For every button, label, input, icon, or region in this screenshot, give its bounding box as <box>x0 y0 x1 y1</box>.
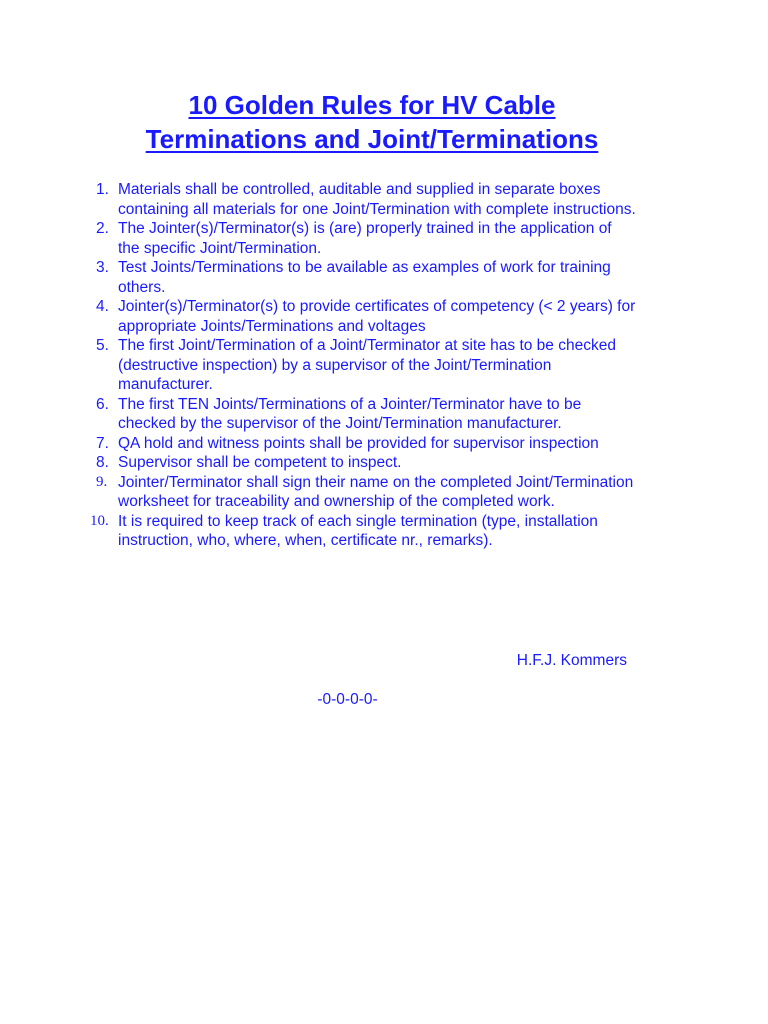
rule-text: Test Joints/Terminations to be available as examples of work for training others. <box>118 259 611 296</box>
rule-item-6 <box>92 395 637 434</box>
rule-text: QA hold and witness points shall be provided for supervisor inspection <box>118 434 599 452</box>
rule-number: 2. <box>96 220 109 237</box>
rule-item-9 <box>92 473 637 512</box>
document-title <box>0 88 744 156</box>
rule-text: The first TEN Joints/Terminations of a Jointer/Terminator have to be checked by the supervisor of the Joint/Termination manufacturer. <box>118 395 582 432</box>
rule-item-5 <box>92 336 637 395</box>
author-signature: H.F.J. Kommers <box>516 652 627 669</box>
rule-item-10 <box>92 512 637 551</box>
rule-item-4 <box>92 297 637 336</box>
rule-text: It is required to keep track of each single termination (type, installation instruction, who, where, when, certificate nr., remarks). <box>118 512 598 549</box>
rule-number: 7. <box>96 434 109 452</box>
title-line-2: Terminations and Joint/Terminations <box>145 124 599 154</box>
rule-text: The Jointer(s)/Terminator(s) is (are) properly trained in the application of the specific Joint/Termination. <box>118 220 612 257</box>
rule-number: 4. <box>96 298 109 315</box>
rule-item-2 <box>92 219 637 258</box>
end-mark: -0-0-0-0- <box>317 691 378 708</box>
rule-number: 1. <box>96 181 109 198</box>
rule-item-1 <box>92 180 637 219</box>
rule-item-8 <box>92 453 637 473</box>
rule-item-3 <box>92 258 637 297</box>
rule-text: Jointer(s)/Terminator(s) to provide certificates of competency (< 2 years) for appropriate Joints/Terminations and voltages <box>118 298 636 335</box>
rule-text: Jointer/Terminator shall sign their name on the completed Joint/Termination worksheet for traceability and ownership of the completed work. <box>118 473 634 510</box>
rule-text: Supervisor shall be competent to inspect. <box>118 454 402 471</box>
rule-text: The first Joint/Termination of a Joint/Terminator at site has to be checked (destructive inspection) by a supervisor of the Joint/Termination manufacturer. <box>118 337 616 393</box>
title-line-1: 10 Golden Rules for HV Cable <box>188 90 556 120</box>
rule-item-7 <box>92 434 637 454</box>
rule-number: 10. <box>90 512 109 529</box>
rule-number: 6. <box>96 395 109 413</box>
rules-list <box>92 180 637 551</box>
rule-number: 5. <box>96 337 109 354</box>
rule-number: 9. <box>96 473 108 490</box>
rule-number: 8. <box>96 454 109 471</box>
rule-text: Materials shall be controlled, auditable and supplied in separate boxes containing all materials for one Joint/Termination with complete instructions. <box>118 181 636 218</box>
rule-number: 3. <box>96 259 109 276</box>
